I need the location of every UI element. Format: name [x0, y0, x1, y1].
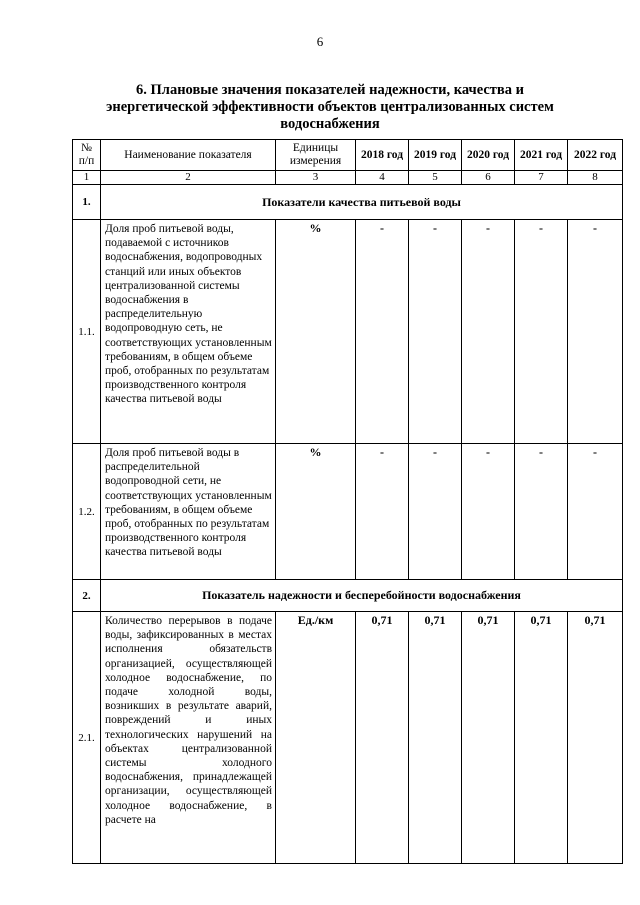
header-year: 2018 год	[356, 140, 409, 171]
value-cell: -	[409, 444, 462, 580]
indicator-name: Доля проб питьевой воды в распределительной водопроводной сети, не соответствующих установленным требованиям, в общем объеме проб, отобранных по результатам производственного контроля качества питьевой воды	[101, 444, 276, 580]
value-cell: -	[515, 220, 568, 444]
value-cell: 0,71	[515, 612, 568, 864]
header-year: 2021 год	[515, 140, 568, 171]
header-row	[73, 140, 623, 171]
header-year: 2020 год	[462, 140, 515, 171]
value-cell: 0,71	[462, 612, 515, 864]
value-cell: 0,71	[356, 612, 409, 864]
section-number: 2.	[73, 580, 101, 612]
section-row	[73, 580, 623, 612]
header-num: № п/п	[73, 140, 101, 171]
value-cell: -	[356, 444, 409, 580]
value-cell: 0,71	[409, 612, 462, 864]
row-number: 2.1.	[73, 612, 101, 864]
column-number: 1	[73, 171, 101, 185]
column-number: 3	[276, 171, 356, 185]
indicator-unit: %	[276, 444, 356, 580]
section-title	[60, 82, 600, 133]
value-cell: -	[409, 220, 462, 444]
column-number: 7	[515, 171, 568, 185]
column-number: 4	[356, 171, 409, 185]
section-heading: Показатель надежности и бесперебойности водоснабжения	[101, 580, 623, 612]
column-number: 5	[409, 171, 462, 185]
indicator-unit: %	[276, 220, 356, 444]
column-number: 8	[568, 171, 623, 185]
indicator-name: Доля проб питьевой воды, подаваемой с источников водоснабжения, водопроводных станций или иных объектов централизованной системы водоснабжения в распределительную водопроводную сеть, не соответствующих установленным требованиям, в общем объеме проб, отобранных по результатам производственного контроля качества питьевой воды	[101, 220, 276, 444]
column-number: 2	[101, 171, 276, 185]
indicators-table	[72, 139, 623, 864]
value-cell: -	[568, 444, 623, 580]
section-row	[73, 185, 623, 220]
section-number: 1.	[73, 185, 101, 220]
value-cell: -	[356, 220, 409, 444]
row-number: 1.2.	[73, 444, 101, 580]
table-row	[73, 444, 623, 580]
header-year: 2022 год	[568, 140, 623, 171]
title-line-1: 6. Плановые значения показателей надежности, качества и	[136, 82, 524, 98]
indicator-unit: Ед./км	[276, 612, 356, 864]
header-year: 2019 год	[409, 140, 462, 171]
value-cell: -	[462, 220, 515, 444]
indicator-name: Количество перерывов в подаче воды, зафиксированных в местах исполнения обязательств организацией, осуществляющей холодное водоснабжение, по подаче холодной воды, возникших в результате аварий, повреждений и иных технологических нарушений на объектах централизованной системы холодного водоснабжения, принадлежащей организации, осуществляющей холодное водоснабжение, в расчете на	[101, 612, 276, 864]
column-number-row	[73, 171, 623, 185]
header-unit: Единицы измерения	[276, 140, 356, 171]
title-line-3: водоснабжения	[280, 116, 380, 132]
table-row	[73, 612, 623, 864]
value-cell: 0,71	[568, 612, 623, 864]
column-number: 6	[462, 171, 515, 185]
table-row	[73, 220, 623, 444]
section-heading: Показатели качества питьевой воды	[101, 185, 623, 220]
row-number: 1.1.	[73, 220, 101, 444]
value-cell: -	[515, 444, 568, 580]
value-cell: -	[462, 444, 515, 580]
page-number: 6	[316, 34, 324, 49]
header-name: Наименование показателя	[101, 140, 276, 171]
value-cell: -	[568, 220, 623, 444]
title-line-2: энергетической эффективности объектов централизованных систем	[106, 99, 554, 115]
